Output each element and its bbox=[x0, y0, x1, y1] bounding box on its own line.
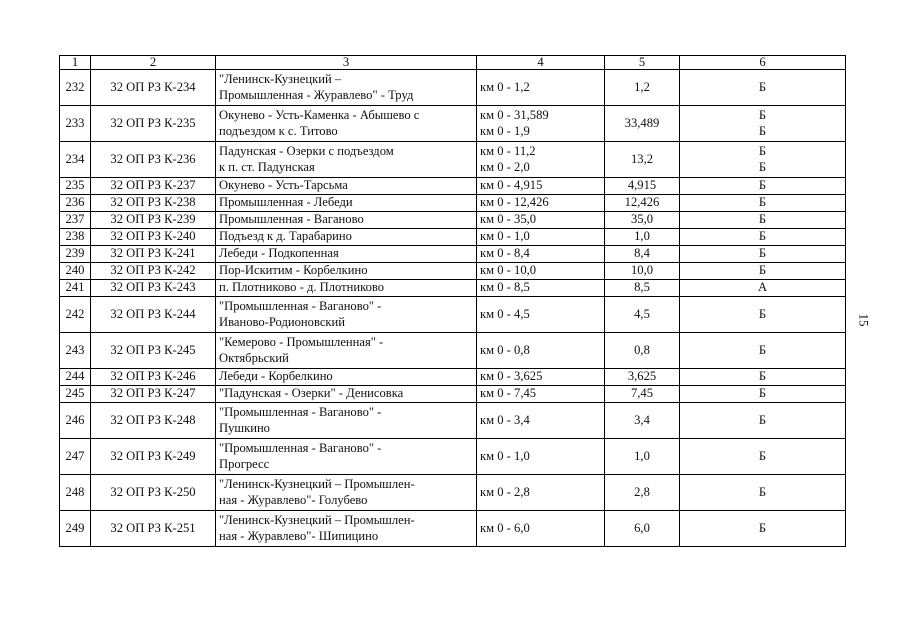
cell-text: "Ленинск-Кузнецкий – Промышлен- bbox=[219, 477, 415, 491]
category-cell bbox=[680, 212, 846, 229]
km-range-cell bbox=[477, 263, 605, 280]
cell-text: 0,8 bbox=[634, 342, 650, 357]
cell-text: 237 bbox=[65, 212, 85, 227]
cell-text: км 0 - 4,5 bbox=[480, 306, 530, 321]
road-code-cell bbox=[91, 178, 216, 195]
cell-text: 1,0 bbox=[634, 448, 650, 463]
km-range-cell bbox=[477, 229, 605, 246]
km-range-cell bbox=[477, 333, 605, 369]
row-number-cell bbox=[60, 297, 91, 333]
km-range-cell bbox=[477, 297, 605, 333]
cell-text: 32 ОП РЗ К-236 bbox=[110, 151, 196, 166]
road-code-cell bbox=[91, 195, 216, 212]
category-cell bbox=[680, 229, 846, 246]
cell-text: 239 bbox=[65, 246, 85, 261]
cell-text: км 0 - 31,589 bbox=[480, 108, 549, 122]
cell-text: 247 bbox=[65, 448, 85, 463]
category-cell bbox=[680, 70, 846, 106]
cell-text: 32 ОП РЗ К-244 bbox=[110, 306, 196, 321]
km-range-cell bbox=[477, 403, 605, 439]
cell-text: "Падунская - Озерки" - Денисовка bbox=[219, 386, 404, 401]
page-number: 15 bbox=[856, 313, 872, 327]
header-cell: 2 bbox=[91, 56, 216, 70]
cell-text: 1,0 bbox=[634, 229, 650, 244]
road-code-cell bbox=[91, 70, 216, 106]
cell-text: Б bbox=[758, 212, 767, 227]
cell-text: Б bbox=[758, 144, 767, 158]
row-number-cell bbox=[60, 475, 91, 511]
cell-text: 12,426 bbox=[624, 195, 660, 210]
cell-text: Иваново-Родионовский bbox=[219, 314, 346, 329]
length-cell bbox=[605, 280, 680, 297]
cell-text: 240 bbox=[65, 263, 85, 278]
cell-text: км 0 - 8,5 bbox=[480, 280, 530, 295]
road-code-cell bbox=[91, 369, 216, 386]
cell-text: п. Плотниково - д. Плотниково bbox=[219, 280, 385, 295]
cell-text: 32 ОП РЗ К-234 bbox=[110, 79, 196, 94]
table-row bbox=[60, 212, 846, 229]
length-cell bbox=[605, 70, 680, 106]
length-cell bbox=[605, 229, 680, 246]
table-row bbox=[60, 439, 846, 475]
cell-text: 3,625 bbox=[627, 369, 657, 384]
km-range-cell bbox=[477, 369, 605, 386]
cell-text: 33,489 bbox=[624, 115, 660, 130]
table-row bbox=[60, 280, 846, 297]
cell-text: 32 ОП РЗ К-250 bbox=[110, 484, 196, 499]
road-name-cell bbox=[216, 511, 477, 547]
cell-text: 235 bbox=[65, 178, 85, 193]
cell-text: 32 ОП РЗ К-246 bbox=[110, 369, 196, 384]
cell-text: км 0 - 8,4 bbox=[480, 246, 530, 261]
cell-text: 246 bbox=[65, 412, 85, 427]
cell-text: 32 ОП РЗ К-239 bbox=[110, 212, 196, 227]
cell-text: км 0 - 0,8 bbox=[480, 342, 530, 357]
category-cell bbox=[680, 297, 846, 333]
header-cell: 1 bbox=[60, 56, 91, 70]
cell-text: к п. ст. Падунская bbox=[219, 159, 315, 174]
cell-text: 32 ОП РЗ К-237 bbox=[110, 178, 196, 193]
category-cell bbox=[680, 178, 846, 195]
cell-text: км 0 - 7,45 bbox=[480, 386, 537, 401]
cell-text: 243 bbox=[65, 342, 85, 357]
table-row bbox=[60, 263, 846, 280]
length-cell bbox=[605, 475, 680, 511]
header-cell: 6 bbox=[680, 56, 846, 70]
cell-text: Окунево - Усть-Тарсьма bbox=[219, 178, 348, 193]
cell-text: 7,45 bbox=[630, 386, 654, 401]
cell-text: км 0 - 2,0 bbox=[480, 159, 530, 174]
row-number-cell bbox=[60, 212, 91, 229]
road-name-cell bbox=[216, 229, 477, 246]
road-name-cell bbox=[216, 386, 477, 403]
km-range-cell bbox=[477, 386, 605, 403]
road-code-cell bbox=[91, 386, 216, 403]
cell-text: 249 bbox=[65, 520, 85, 535]
cell-text: 4,915 bbox=[627, 178, 657, 193]
cell-text: Лебеди - Корбелкино bbox=[219, 369, 333, 384]
cell-text: 10,0 bbox=[630, 263, 654, 278]
km-range-cell bbox=[477, 511, 605, 547]
category-cell bbox=[680, 403, 846, 439]
category-cell bbox=[680, 511, 846, 547]
row-number-cell bbox=[60, 263, 91, 280]
row-number-cell bbox=[60, 70, 91, 106]
length-cell bbox=[605, 386, 680, 403]
cell-text: 3,4 bbox=[634, 412, 650, 427]
road-name-cell bbox=[216, 475, 477, 511]
cell-text: Б bbox=[758, 229, 767, 244]
km-range-cell bbox=[477, 212, 605, 229]
row-number-cell bbox=[60, 333, 91, 369]
cell-text: ная - Журавлево"- Шипицино bbox=[219, 528, 379, 543]
category-cell bbox=[680, 280, 846, 297]
cell-text: км 0 - 1,0 bbox=[480, 229, 530, 244]
km-range-cell bbox=[477, 142, 605, 178]
row-number-cell bbox=[60, 195, 91, 212]
category-cell bbox=[680, 142, 846, 178]
cell-text: 32 ОП РЗ К-245 bbox=[110, 342, 196, 357]
roads-table bbox=[59, 55, 846, 547]
table-row bbox=[60, 178, 846, 195]
km-range-cell bbox=[477, 70, 605, 106]
header-cell: 3 bbox=[216, 56, 477, 70]
length-cell bbox=[605, 246, 680, 263]
length-cell bbox=[605, 263, 680, 280]
cell-text: Б bbox=[758, 448, 767, 463]
cell-text: Б bbox=[758, 520, 767, 535]
row-number-cell bbox=[60, 142, 91, 178]
cell-text: Б bbox=[758, 246, 767, 261]
table-row bbox=[60, 106, 846, 142]
km-range-cell bbox=[477, 475, 605, 511]
table-row bbox=[60, 246, 846, 263]
cell-text: Б bbox=[758, 369, 767, 384]
category-cell bbox=[680, 475, 846, 511]
cell-text: 244 bbox=[65, 369, 85, 384]
cell-text: Пор-Искитим - Корбелкино bbox=[219, 263, 368, 278]
road-name-cell bbox=[216, 297, 477, 333]
road-name-cell bbox=[216, 212, 477, 229]
table-header-row bbox=[60, 56, 846, 70]
row-number-cell bbox=[60, 280, 91, 297]
road-name-cell bbox=[216, 106, 477, 142]
road-name-cell bbox=[216, 369, 477, 386]
row-number-cell bbox=[60, 511, 91, 547]
length-cell bbox=[605, 511, 680, 547]
road-code-cell bbox=[91, 246, 216, 263]
length-cell bbox=[605, 212, 680, 229]
km-range-cell bbox=[477, 439, 605, 475]
road-code-cell bbox=[91, 403, 216, 439]
table-row bbox=[60, 142, 846, 178]
cell-text: "Промышленная - Ваганово" - bbox=[219, 405, 382, 419]
cell-text: Б bbox=[758, 159, 767, 174]
cell-text: Промышленная - Ваганово bbox=[219, 212, 364, 227]
row-number-cell bbox=[60, 106, 91, 142]
category-cell bbox=[680, 195, 846, 212]
cell-text: "Ленинск-Кузнецкий – bbox=[219, 72, 342, 86]
category-cell bbox=[680, 263, 846, 280]
length-cell bbox=[605, 369, 680, 386]
cell-text: Окунево - Усть-Каменка - Абышево с bbox=[219, 108, 420, 122]
km-range-cell bbox=[477, 280, 605, 297]
road-code-cell bbox=[91, 229, 216, 246]
cell-text: 8,5 bbox=[634, 280, 650, 295]
header-cell: 4 bbox=[477, 56, 605, 70]
cell-text: 234 bbox=[65, 151, 85, 166]
km-range-cell bbox=[477, 246, 605, 263]
row-number-cell bbox=[60, 229, 91, 246]
cell-text: 233 bbox=[65, 115, 85, 130]
table-row bbox=[60, 70, 846, 106]
cell-text: Падунская - Озерки с подъездом bbox=[219, 144, 394, 158]
length-cell bbox=[605, 439, 680, 475]
road-code-cell bbox=[91, 263, 216, 280]
category-cell bbox=[680, 386, 846, 403]
length-cell bbox=[605, 297, 680, 333]
cell-text: Б bbox=[758, 342, 767, 357]
table-row bbox=[60, 403, 846, 439]
cell-text: "Промышленная - Ваганово" - bbox=[219, 441, 382, 455]
road-code-cell bbox=[91, 212, 216, 229]
cell-text: км 0 - 3,625 bbox=[480, 369, 543, 384]
row-number-cell bbox=[60, 439, 91, 475]
cell-text: км 0 - 1,2 bbox=[480, 79, 530, 94]
road-name-cell bbox=[216, 333, 477, 369]
cell-text: Лебеди - Подкопенная bbox=[219, 246, 339, 261]
km-range-cell bbox=[477, 178, 605, 195]
cell-text: 242 bbox=[65, 306, 85, 321]
cell-text: 32 ОП РЗ К-240 bbox=[110, 229, 196, 244]
cell-text: 241 bbox=[65, 280, 85, 295]
length-cell bbox=[605, 333, 680, 369]
cell-text: Подъезд к д. Тарабарино bbox=[219, 229, 352, 244]
cell-text: 32 ОП РЗ К-248 bbox=[110, 412, 196, 427]
cell-text: Б bbox=[758, 195, 767, 210]
road-name-cell bbox=[216, 246, 477, 263]
road-code-cell bbox=[91, 439, 216, 475]
cell-text: Б bbox=[758, 412, 767, 427]
cell-text: 245 bbox=[65, 386, 85, 401]
cell-text: Б bbox=[758, 386, 767, 401]
cell-text: км 0 - 12,426 bbox=[480, 195, 549, 210]
category-cell bbox=[680, 246, 846, 263]
cell-text: 232 bbox=[65, 79, 85, 94]
length-cell bbox=[605, 195, 680, 212]
cell-text: 32 ОП РЗ К-243 bbox=[110, 280, 196, 295]
cell-text: Промышленная - Журавлево" - Труд bbox=[219, 87, 414, 102]
road-name-cell bbox=[216, 280, 477, 297]
category-cell bbox=[680, 369, 846, 386]
cell-text: км 0 - 1,9 bbox=[480, 123, 530, 138]
cell-text: 238 bbox=[65, 229, 85, 244]
category-cell bbox=[680, 106, 846, 142]
cell-text: А bbox=[757, 280, 768, 295]
cell-text: 2,8 bbox=[634, 484, 650, 499]
row-number-cell bbox=[60, 386, 91, 403]
km-range-cell bbox=[477, 106, 605, 142]
cell-text: "Кемерово - Промышленная" - bbox=[219, 335, 384, 349]
cell-text: Промышленная - Лебеди bbox=[219, 195, 353, 210]
road-code-cell bbox=[91, 142, 216, 178]
cell-text: 35,0 bbox=[630, 212, 654, 227]
cell-text: ная - Журавлево"- Голубево bbox=[219, 492, 368, 507]
km-range-cell bbox=[477, 195, 605, 212]
category-cell bbox=[680, 333, 846, 369]
row-number-cell bbox=[60, 369, 91, 386]
cell-text: Б bbox=[758, 306, 767, 321]
table-row bbox=[60, 297, 846, 333]
cell-text: 1,2 bbox=[634, 79, 650, 94]
cell-text: подъездом к с. Титово bbox=[219, 123, 338, 138]
cell-text: км 0 - 2,8 bbox=[480, 484, 530, 499]
cell-text: "Промышленная - Ваганово" - bbox=[219, 299, 382, 313]
cell-text: Б bbox=[758, 484, 767, 499]
row-number-cell bbox=[60, 403, 91, 439]
cell-text: 236 bbox=[65, 195, 85, 210]
length-cell bbox=[605, 142, 680, 178]
cell-text: Б bbox=[758, 178, 767, 193]
road-name-cell bbox=[216, 195, 477, 212]
cell-text: "Ленинск-Кузнецкий – Промышлен- bbox=[219, 513, 415, 527]
table-row bbox=[60, 369, 846, 386]
table-row bbox=[60, 333, 846, 369]
table-row bbox=[60, 511, 846, 547]
road-code-cell bbox=[91, 475, 216, 511]
table-row bbox=[60, 386, 846, 403]
table-row bbox=[60, 195, 846, 212]
cell-text: Пушкино bbox=[219, 420, 270, 435]
cell-text: 32 ОП РЗ К-242 bbox=[110, 263, 196, 278]
road-name-cell bbox=[216, 439, 477, 475]
length-cell bbox=[605, 403, 680, 439]
road-code-cell bbox=[91, 333, 216, 369]
row-number-cell bbox=[60, 246, 91, 263]
cell-text: 248 bbox=[65, 484, 85, 499]
table-row bbox=[60, 475, 846, 511]
road-code-cell bbox=[91, 297, 216, 333]
cell-text: Октябрьский bbox=[219, 350, 289, 365]
cell-text: 32 ОП РЗ К-241 bbox=[110, 246, 196, 261]
cell-text: 8,4 bbox=[634, 246, 650, 261]
road-code-cell bbox=[91, 511, 216, 547]
cell-text: 32 ОП РЗ К-247 bbox=[110, 386, 196, 401]
table-row bbox=[60, 229, 846, 246]
cell-text: 32 ОП РЗ К-235 bbox=[110, 115, 196, 130]
cell-text: Прогресс bbox=[219, 456, 270, 471]
road-name-cell bbox=[216, 142, 477, 178]
road-code-cell bbox=[91, 106, 216, 142]
cell-text: км 0 - 4,915 bbox=[480, 178, 543, 193]
road-name-cell bbox=[216, 403, 477, 439]
table-body bbox=[60, 70, 846, 547]
cell-text: Б bbox=[758, 123, 767, 138]
header-cell: 5 bbox=[605, 56, 680, 70]
cell-text: 32 ОП РЗ К-249 bbox=[110, 448, 196, 463]
road-name-cell bbox=[216, 263, 477, 280]
cell-text: км 0 - 1,0 bbox=[480, 448, 530, 463]
row-number-cell bbox=[60, 178, 91, 195]
cell-text: 6,0 bbox=[634, 520, 650, 535]
cell-text: 13,2 bbox=[630, 151, 654, 166]
road-name-cell bbox=[216, 178, 477, 195]
category-cell bbox=[680, 439, 846, 475]
cell-text: 4,5 bbox=[634, 306, 650, 321]
road-name-cell bbox=[216, 70, 477, 106]
length-cell bbox=[605, 178, 680, 195]
road-code-cell bbox=[91, 280, 216, 297]
cell-text: км 0 - 35,0 bbox=[480, 212, 537, 227]
cell-text: Б bbox=[758, 108, 767, 122]
cell-text: км 0 - 11,2 bbox=[480, 144, 536, 158]
cell-text: км 0 - 3,4 bbox=[480, 412, 530, 427]
length-cell bbox=[605, 106, 680, 142]
cell-text: 32 ОП РЗ К-251 bbox=[110, 520, 196, 535]
cell-text: 32 ОП РЗ К-238 bbox=[110, 195, 196, 210]
cell-text: Б bbox=[758, 263, 767, 278]
cell-text: км 0 - 6,0 bbox=[480, 520, 530, 535]
cell-text: Б bbox=[758, 79, 767, 94]
cell-text: км 0 - 10,0 bbox=[480, 263, 537, 278]
